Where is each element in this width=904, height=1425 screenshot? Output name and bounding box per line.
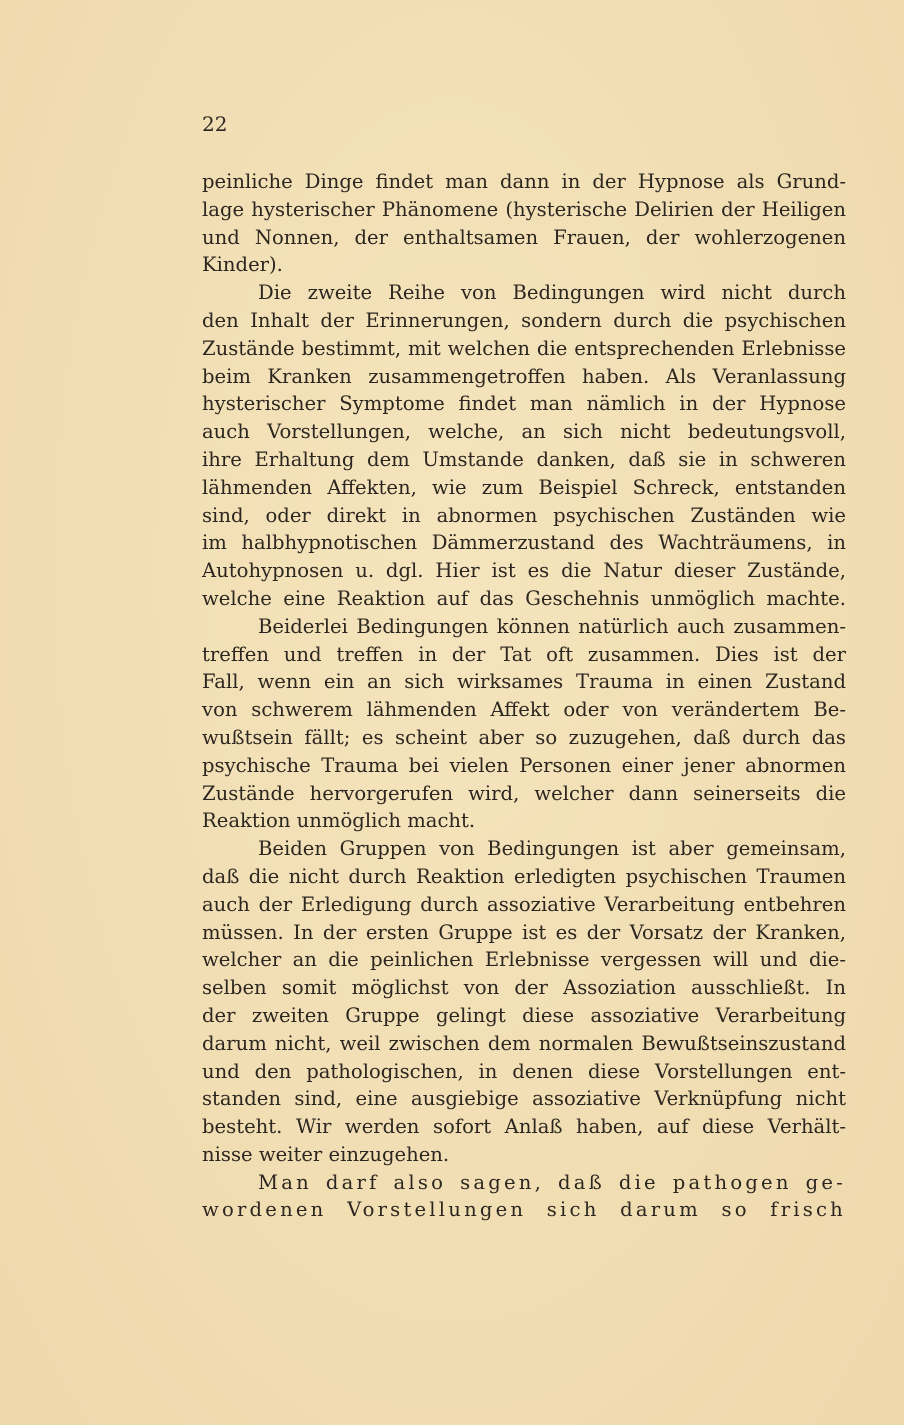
text-line: lage hysterischer Phänomene (hysterische Delirien der Heiligen (202, 197, 846, 221)
text-line: Beiden Gruppen von Bedingungen ist aber gemeinsam, (258, 837, 846, 861)
text-line: darum nicht, weil zwischen dem normalen Bewußtseinszustand (202, 1031, 846, 1055)
text-line: hysterischer Symptome findet man nämlich in der Hypnose (202, 392, 846, 416)
text-line: daß die nicht durch Reaktion erledigten psychischen Traumen (202, 864, 846, 888)
text-line: sind, oder direkt in abnormen psychischen Zuständen wie (202, 503, 846, 527)
text-line: von schwerem lähmenden Affekt oder von verändertem Be- (202, 698, 846, 722)
text-line: und Nonnen, der enthaltsamen Frauen, der wohlerzogenen (202, 225, 846, 249)
text-line: müssen. In der ersten Gruppe ist es der Vorsatz der Kranken, (202, 920, 846, 944)
text-line: beim Kranken zusammengetroffen haben. Als Veranlassung (202, 364, 846, 388)
text-line: selben somit möglichst von der Assoziation ausschließt. In (202, 976, 846, 1000)
text-line: lähmenden Affekten, wie zum Beispiel Schreck, entstanden (202, 475, 846, 499)
text-line: Man darf also sagen, daß die pathogen ge- (258, 1170, 846, 1194)
text-line: standen sind, eine ausgiebige assoziative Verknüpfung nicht (202, 1087, 846, 1111)
text-line: Fall, wenn ein an sich wirksames Trauma in einen Zustand (202, 670, 846, 694)
text-line: Kinder). (202, 253, 283, 277)
text-line: auch Vorstellungen, welche, an sich nicht bedeutungsvoll, (202, 420, 846, 444)
text-line: Reaktion unmöglich macht. (202, 809, 476, 833)
text-line: Zustände bestimmt, mit welchen die entsprechenden Erlebnisse (202, 336, 846, 360)
text-line: besteht. Wir werden sofort Anlaß haben, auf diese Verhält- (202, 1115, 846, 1139)
body-text (202, 168, 846, 1224)
text-line: der zweiten Gruppe gelingt diese assoziative Verarbeitung (202, 1003, 846, 1027)
text-line: wußtsein fällt; es scheint aber so zuzugehen, daß durch das (202, 725, 846, 749)
text-line: nisse weiter einzugehen. (202, 1142, 450, 1166)
text-line: Autohypnosen u. dgl. Hier ist es die Natur dieser Zustände, (202, 559, 846, 583)
page-number: 22 (202, 112, 228, 136)
text-line: im halbhypnotischen Dämmerzustand des Wachträumens, in (202, 531, 846, 555)
text-line: Die zweite Reihe von Bedingungen wird nicht durch (258, 281, 846, 305)
text-line: ihre Erhaltung dem Umstande danken, daß sie in schweren (202, 447, 846, 471)
text-line: welcher an die peinlichen Erlebnisse vergessen will und die- (202, 948, 846, 972)
text-line: Beiderlei Bedingungen können natürlich auch zusammen- (258, 614, 846, 638)
text-line: welche eine Reaktion auf das Geschehnis unmöglich machte. (202, 586, 846, 610)
text-line: und den pathologischen, in denen diese Vorstellungen ent- (202, 1059, 846, 1083)
text-line: Zustände hervorgerufen wird, welcher dann seinerseits die (202, 781, 846, 805)
text-line: treffen und treffen in der Tat oft zusammen. Dies ist der (202, 642, 846, 666)
text-line: auch der Erledigung durch assoziative Verarbeitung entbehren (202, 892, 846, 916)
text-line: peinliche Dinge findet man dann in der Hypnose als Grund- (202, 170, 846, 193)
text-line: den Inhalt der Erinnerungen, sondern durch die psychischen (202, 308, 846, 332)
text-line: wordenen Vorstellungen sich darum so frisch (202, 1198, 846, 1222)
text-line: psychische Trauma bei vielen Personen einer jener abnormen (202, 753, 846, 777)
